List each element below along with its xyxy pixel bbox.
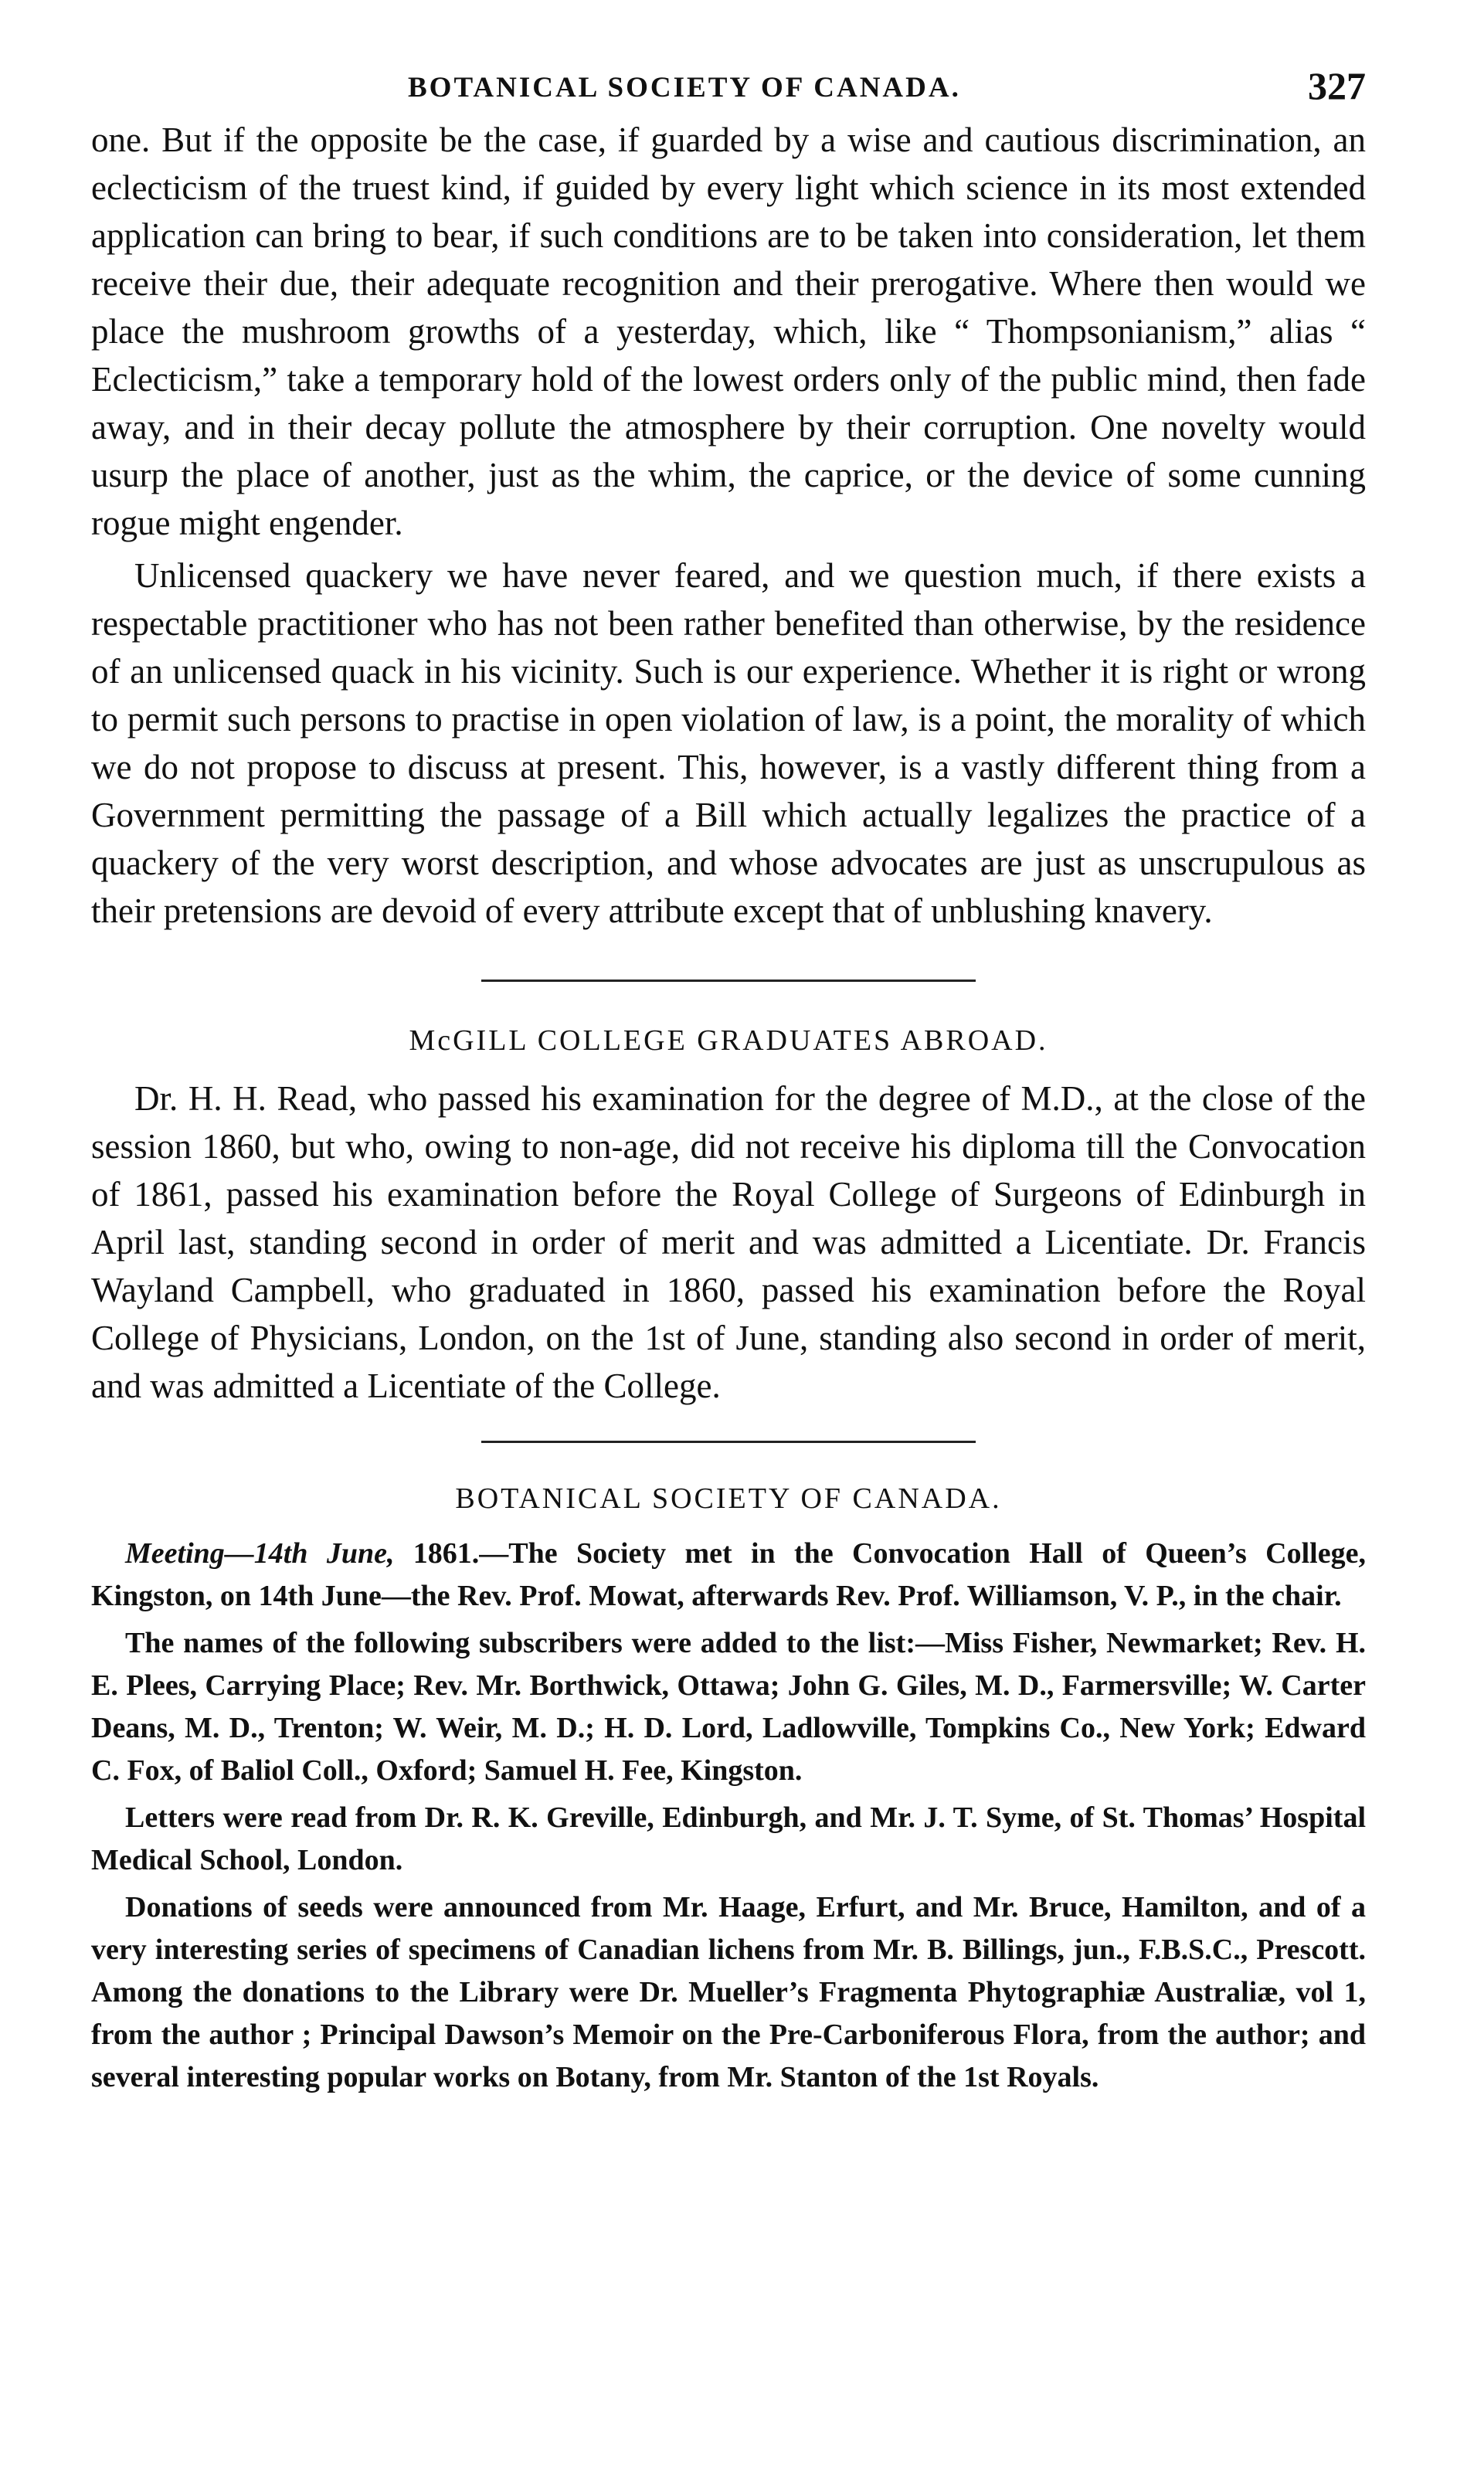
- section-divider: [481, 980, 976, 982]
- body-paragraph-2: Unlicensed quackery we have never feared, and we question much, if there exists a respectable practitioner who has not been rather benefited than otherwise, by the residence of an unlicensed quack in his vicinity. Such is our experience. Whether it is right or wrong to permit such persons to practise in open violation of law, is a point, the morality of which we do not propose to discuss at present. This, however, is a vastly different thing from a Government permitting the passage of a Bill which actually legalizes the practice of a quackery of the very worst description, and whose advocates are just as unscrupulous as their pretensions are devoid of every attribute except that of unblushing knavery.: [91, 556, 1366, 930]
- mcgill-section-title: McGILL COLLEGE GRADUATES ABROAD.: [409, 1024, 1048, 1057]
- botanical-section-title: BOTANICAL SOCIETY OF CANADA.: [455, 1482, 1002, 1515]
- meeting-label: Meeting—14th June,: [125, 1537, 395, 1570]
- page-number: 327: [1308, 64, 1366, 107]
- meeting-text: 1861.—The Society met in the Convocation Hall of Queen’s College, Kingston, on 14th June—the Rev. Prof. Mowat, afterwards Rev. Prof. Williamson, V. P., in the chair.: [91, 1537, 1366, 1612]
- mcgill-paragraph: Dr. H. H. Read, who passed his examination for the degree of M.D., at the close of the session 1860, but who, owing to non-age, did not receive his diploma till the Convocation of 1861, passed his examination before the Royal College of Surgeons of Edinburgh in April last, standing second in order of merit and was admitted a Licentiate. Dr. Francis Wayland Campbell, who graduated in 1860, passed his examination before the Royal College of Physicians, London, on the 1st of June, standing also second in order of merit, and was admitted a Licentiate of the College.: [91, 1079, 1366, 1405]
- section-divider: [481, 1441, 976, 1443]
- meeting-paragraph: [91, 1533, 1366, 1618]
- donations-paragraph: Donations of seeds were announced from Mr. Haage, Erfurt, and Mr. Bruce, Hamilton, and of a very interesting series of specimens of Canadian lichens from Mr. B. Billings, jun., F.B.S.C., Prescott. Among the donations to the Library were Dr. Mueller’s Fragmenta Phytographiæ Australiæ, vol 1, from the author ; Principal Dawson’s Memoir on the Pre-Carboniferous Flora, from the author; and several interesting popular works on Botany, from Mr. Stanton of the 1st Royals.: [91, 1891, 1366, 2093]
- letters-paragraph: Letters were read from Dr. R. K. Greville, Edinburgh, and Mr. J. T. Syme, of St. Thomas’ Hospital Medical School, London.: [91, 1801, 1366, 1876]
- running-title: BOTANICAL SOCIETY OF CANADA.: [408, 72, 961, 104]
- subscribers-paragraph: The names of the following subscribers were added to the list:—Miss Fisher, Newmarket; Rev. H. E. Plees, Carrying Place; Rev. Mr. Borthwick, Ottawa; John G. Giles, M. D., Farmersville; W. Carter Deans, M. D., Trenton; W. Weir, M. D.; H. D. Lord, Ladlowville, Tompkins Co., New York; Edward C. Fox, of Baliol Coll., Oxford; Samuel H. Fee, Kingston.: [91, 1627, 1366, 1787]
- book-page: [91, 0, 1366, 2099]
- body-paragraph-1: one. But if the opposite be the case, if guarded by a wise and cautious discrimination, an eclecticism of the truest kind, if guided by every light which science in its most extended application can bring to bear, if such conditions are to be taken into consideration, let them receive their due, their adequate recognition and their prerogative. Where then would we place the mushroom growths of a yesterday, which, like “ Thompsonianism,” alias “ Eclecticism,” take a temporary hold of the lowest orders only of the public mind, then fade away, and in their decay pollute the atmosphere by their corruption. One novelty would usurp the place of another, just as the whim, the caprice, or the device of some cunning rogue might engender.: [91, 121, 1366, 542]
- running-header: [91, 0, 1366, 116]
